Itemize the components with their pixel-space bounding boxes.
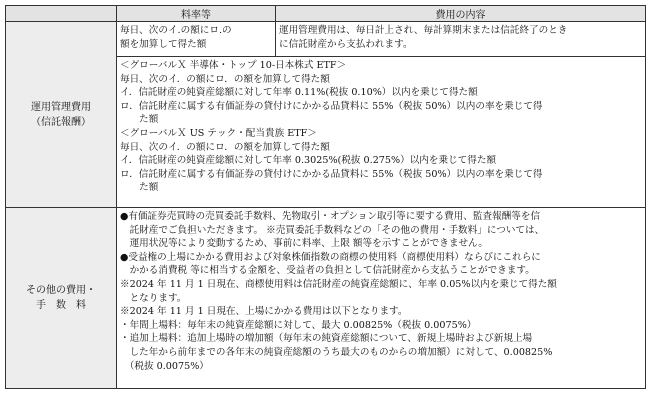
- detail-line: イ．信託財産の純資産総額に対して年率 0.3025%(税抜 0.275%）以内を乗じて得た額: [120, 155, 497, 167]
- other-fees-line: ●受益権の上場にかかる費用および対象株価指数の商標の使用料（商標使用料）ならびにこれらに: [120, 251, 541, 263]
- detail-line: 毎日、次のイ．の額にロ．の額を加算して得た額: [120, 73, 330, 85]
- rate-line1: 毎日、次のイ.の額にロ.の: [120, 25, 232, 36]
- other-fees-line: ・追加上場料：追加上場時の増加額（毎年末の純資産総額について、新規上場時および新規上場: [120, 333, 533, 345]
- fee-table: [5, 5, 646, 389]
- other-fees-line: （税抜 0.0075%）: [120, 360, 209, 372]
- label-other-fees-line2: 手 数 料: [36, 300, 86, 311]
- detail-line: イ．信託財産の純資産総額に対して年率 0.11%(税抜 0.10%）以内を乗じて得た額: [120, 87, 478, 99]
- label-other-fees: [6, 208, 117, 389]
- management-fee-detail: [117, 57, 646, 208]
- label-management-fee: [6, 22, 117, 208]
- content-line2: に信託財産から支払われます。: [279, 38, 413, 50]
- other-fees-line: 託財産でご負担いただきます。 ※売買委託手数料などの「その他の費用・手数料」については、: [120, 224, 545, 236]
- detail-line: ロ．信託財産に属する有価証券の貸付けにかかる品貸料に 55%（税抜 50%）以内の率を乗じて得: [120, 168, 543, 180]
- detail-line: ＜グローバルＸ 半導体・トップ 10-日本株式 ETF＞: [120, 60, 347, 71]
- rate-line2: 額を加算して得た額: [120, 38, 207, 50]
- label-management-fee-line1: 運用管理費用: [31, 101, 91, 113]
- management-fee-rate: [117, 22, 276, 57]
- content-line1: 運用管理費用は、毎日計上され、毎計算期末または信託終了のとき: [279, 25, 568, 36]
- row-other-fees: [6, 208, 646, 389]
- detail-line: た額: [120, 114, 159, 126]
- header-content: 費用の内容: [276, 6, 646, 22]
- other-fees-line: 運用状況等により変動するため、事前に料率、上限 額等を示すことができません。: [120, 238, 488, 250]
- other-fees-line: ※2024 年 11 月 1 日現在、上場にかかる費用は以下となります。: [120, 306, 408, 318]
- other-fees-line: ※2024 年 11 月 1 日現在、商標使用料は信託財産の純資産総額に、年率 0.05%以内を乗じて得た額: [120, 278, 557, 290]
- other-fees-line: かかる消費税 等に相当する金額を、受益者の負担として信託財産から支払うことができます。: [120, 265, 535, 277]
- detail-line: ＜グローバルＸ US テック・配当貴族 ETF＞: [120, 127, 317, 139]
- row-management-fee: [6, 22, 646, 57]
- header-rate: 料率等: [117, 6, 276, 22]
- label-other-fees-line1: その他の費用・: [26, 285, 96, 296]
- other-fees-content: [117, 208, 646, 389]
- other-fees-line: ・年間上場料：毎年末の純資産総額に対して、最大 0.00825%（税抜 0.0075%）: [120, 319, 477, 331]
- detail-line: ロ．信託財産に属する有価証券の貸付けにかかる品貸料に 55%（税抜 50%）以内の率を乗じて得: [120, 100, 543, 112]
- fee-table-container: [5, 5, 645, 411]
- other-fees-line: となります。: [120, 292, 187, 304]
- table-header-row: [6, 6, 646, 22]
- detail-line: 毎日、次のイ．の額にロ．の額を加算して得た額: [120, 141, 330, 153]
- other-fees-line: した年から前年までの各年末の純資産総額のうち最大のものからの増加額）に対して、0.00825%: [120, 346, 553, 358]
- detail-line: た額: [120, 182, 159, 194]
- header-blank: [6, 6, 117, 22]
- management-fee-content: [276, 22, 646, 57]
- label-management-fee-line2: （信託報酬）: [31, 116, 91, 128]
- other-fees-line: ●有価証券売買時の売買委託手数料、先物取引・オプション取引等に要する費用、監査報酬等を信: [120, 211, 541, 222]
